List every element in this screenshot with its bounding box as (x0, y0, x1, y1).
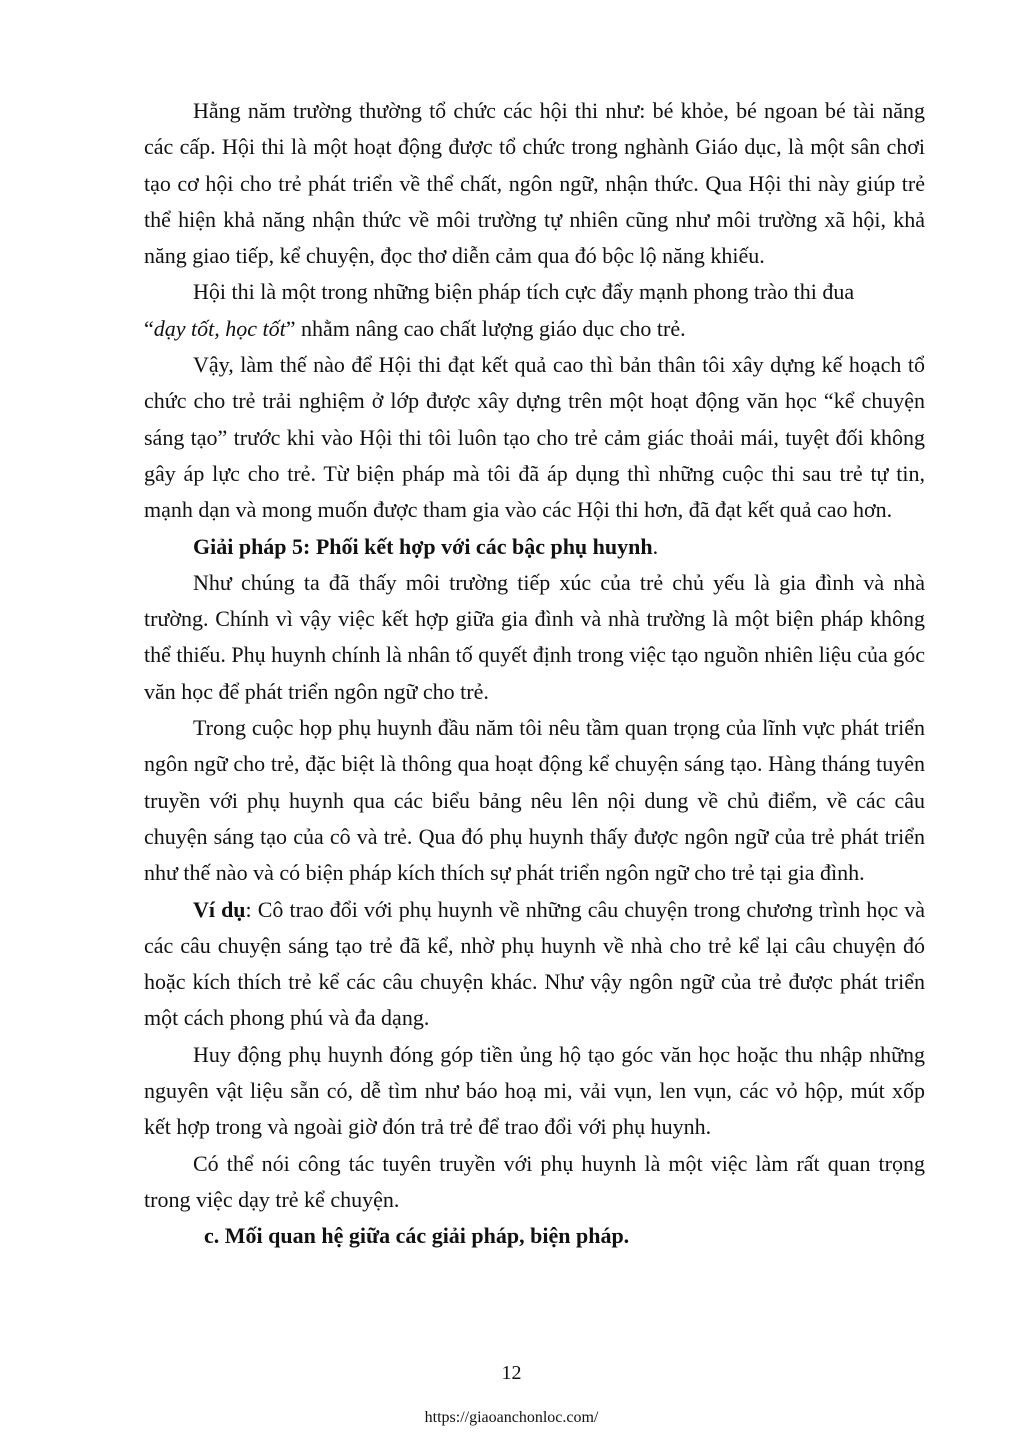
paragraph-emulation (144, 274, 925, 347)
solution-5-heading-period: . (652, 533, 659, 559)
paragraph-emulation-line1: Hội thi là một trong những biện pháp tích cực đẩy mạnh phong trào thi đua (193, 279, 855, 305)
solution-5-heading (144, 529, 925, 565)
paragraph-emulation-rest: ” nhằm nâng cao chất lượng giáo dục cho trẻ. (285, 315, 686, 341)
section-c-heading: c. Mối quan hệ giữa các giải pháp, biện pháp. (204, 1223, 630, 1249)
paragraph-conclusion: Có thể nói công tác tuyên truyền với phụ huynh là một việc làm rất quan trọng trong việc dạy trẻ kể chuyện. (144, 1150, 925, 1212)
footer-url: https://giaoanchonloc.com/ (424, 1409, 599, 1426)
italic-slogan: dạy tốt, học tốt (153, 315, 286, 341)
page-body (144, 93, 925, 1255)
paragraph-example (144, 892, 925, 1037)
paragraph-plan: Vậy, làm thế nào để Hội thi đạt kết quả cao thì bản thân tôi xây dựng kế hoạch tổ chức cho trẻ trải nghiệm ở lớp được xây dựng trên một hoạt động văn học “kể chuyện sáng tạo” trước khi vào Hội thi tôi luôn tạo cho trẻ cảm giác thoải mái, tuyệt đối không gây áp lực cho trẻ. Từ biện pháp mà tôi đã áp dụng thì những cuộc thi sau trẻ tự tin, mạnh dạn và mong muốn được tham gia vào các Hội thi hơn, đã đạt kết quả cao hơn. (144, 352, 925, 523)
example-label: Ví dụ (193, 896, 246, 922)
page-number: 12 (501, 1362, 522, 1384)
open-quote: “ (144, 315, 154, 341)
solution-5-heading-text: Giải pháp 5: Phối kết hợp với các bậc phụ huynh (193, 533, 653, 559)
paragraph-mobilize-parents: Huy động phụ huynh đóng góp tiền ủng hộ tạo góc văn học hoặc thu nhập những nguyên vật liệu sẵn có, dễ tìm như báo hoạ mi, vải vụn, len vụn, các vỏ hộp, mút xốp kết hợp trong và ngoài giờ đón trả trẻ để trao đổi với phụ huynh. (144, 1041, 925, 1140)
paragraph-family-environment: Như chúng ta đã thấy môi trường tiếp xúc của trẻ chủ yếu là gia đình và nhà trường. Chính vì vậy việc kết hợp giữa gia đình và nhà trường là một biện pháp không thể thiếu. Phụ huynh chính là nhân tố quyết định trong việc tạo nguồn nhiên liệu của góc văn học để phát triển ngôn ngữ cho trẻ. (144, 569, 925, 704)
example-text: : Cô trao đổi với phụ huynh về những câu chuyện trong chương trình học và các câu chuyện sáng tạo trẻ đã kể, nhờ phụ huynh về nhà cho trẻ kể lại câu chuyện đó hoặc kích thích trẻ kể các câu chuyện khác. Như vậy ngôn ngữ của trẻ được phát triển một cách phong phú và đa dạng. (144, 896, 925, 1031)
paragraph-competitions: Hằng năm trường thường tổ chức các hội thi như: bé khỏe, bé ngoan bé tài năng các cấp. Hội thi là một hoạt động được tổ chức trong nghành Giáo dục, là một sân chơi tạo cơ hội cho trẻ phát triển về thể chất, ngôn ngữ, nhận thức. Qua Hội thi này giúp trẻ thể hiện khả năng nhận thức về môi trường tự nhiên cũng như môi trường xã hội, khả năng giao tiếp, kể chuyện, đọc thơ diễn cảm qua đó bộc lộ năng khiếu. (144, 98, 925, 269)
paragraph-parent-meeting: Trong cuộc họp phụ huynh đầu năm tôi nêu tầm quan trọng của lĩnh vực phát triển ngôn ngữ cho trẻ, đặc biệt là thông qua hoạt động kể chuyện sáng tạo. Hàng tháng tuyên truyền với phụ huynh qua các biểu bảng nêu lên nội dung về chủ điểm, về các câu chuyện sáng tạo của cô và trẻ. Qua đó phụ huynh thấy được ngôn ngữ của trẻ phát triển như thế nào và có biện pháp kích thích sự phát triển ngôn ngữ cho trẻ tại gia đình. (144, 715, 925, 886)
